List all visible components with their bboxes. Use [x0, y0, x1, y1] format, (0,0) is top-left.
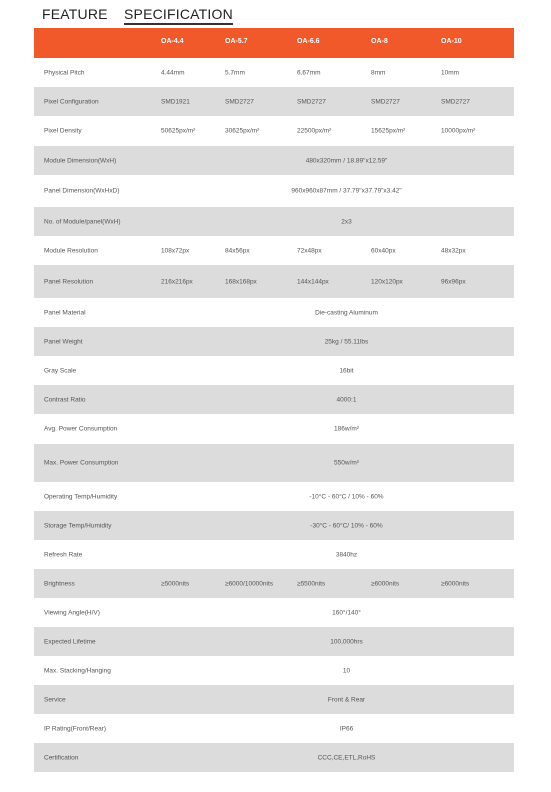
table-row — [34, 236, 514, 265]
row-label: Certification — [44, 754, 79, 761]
row-value: -10°C - 60°C / 10% - 60% — [309, 493, 384, 500]
header-oa-5-7: OA-5.7 — [225, 38, 248, 45]
table-row — [34, 265, 514, 298]
row-cell: 10mm — [441, 69, 460, 76]
row-label: Panel Weight — [44, 338, 83, 345]
row-cell: 168x168px — [225, 278, 257, 285]
tab-specification[interactable]: SPECIFICATION — [124, 6, 233, 25]
table-row — [34, 685, 514, 714]
row-label: Physical Pitch — [44, 69, 85, 76]
row-label: Service — [44, 696, 66, 703]
row-label: Panel Material — [44, 309, 86, 316]
row-label: Brightness — [44, 580, 75, 587]
header-oa-4-4: OA-4.4 — [161, 38, 184, 45]
row-label: Pixel Configuration — [44, 98, 99, 105]
row-value: 100,000hrs — [330, 638, 363, 645]
row-label: Max. Stacking/Hanging — [44, 667, 111, 674]
row-value: 3840hz — [335, 551, 358, 558]
table-row — [34, 58, 514, 87]
row-cell: 84x56px — [225, 247, 250, 254]
row-value: 16bit — [339, 367, 354, 374]
row-value: 480x320mm / 18.89"x12.59" — [305, 157, 388, 164]
table-row — [34, 298, 514, 327]
row-label: Panel Resolution — [44, 278, 94, 285]
table-row — [34, 743, 514, 772]
row-value: 4000:1 — [336, 396, 357, 403]
header-oa-10: OA-10 — [441, 38, 462, 45]
table-row — [34, 356, 514, 385]
row-label: Refresh Rate — [44, 551, 83, 558]
table-row — [34, 327, 514, 356]
row-value: 10 — [342, 667, 351, 674]
row-cell: 96x96px — [441, 278, 466, 285]
row-cell: 108x72px — [161, 247, 190, 254]
table-row — [34, 598, 514, 627]
row-cell: 8mm — [371, 69, 386, 76]
row-cell: SMD2727 — [225, 98, 254, 105]
row-cell: ≥5000nits — [161, 580, 190, 587]
table-row — [34, 627, 514, 656]
row-value: 25kg / 55.11lbs — [324, 338, 369, 345]
table-row — [34, 569, 514, 598]
row-label: Module Resolution — [44, 247, 98, 254]
row-cell: 5.7mm — [225, 69, 245, 76]
row-label: Panel Dimension(WxHxD) — [44, 187, 120, 195]
row-label: Pixel Density — [44, 127, 82, 135]
row-label: Viewing Angle(H/V) — [44, 609, 100, 616]
table-row — [34, 511, 514, 540]
table-row — [34, 714, 514, 743]
table-row — [34, 482, 514, 511]
row-label: Max. Power Consumption — [44, 459, 119, 467]
table-row — [34, 540, 514, 569]
row-value: Die-casting Aluminum — [315, 309, 378, 316]
spec-table — [34, 28, 514, 772]
table-body — [34, 58, 514, 772]
row-cell: SMD2727 — [371, 98, 400, 105]
row-value: 960x960x87mm / 37.79"x37.79"x3.42" — [291, 187, 402, 195]
header-oa-8: OA-8 — [371, 38, 388, 45]
row-value: IP66 — [339, 725, 354, 732]
row-value: Front & Rear — [327, 696, 366, 703]
header-oa-6-6: OA-6.6 — [297, 38, 320, 45]
row-cell: 144x144px — [297, 278, 329, 285]
row-cell: 48x32px — [441, 247, 466, 254]
row-label: Contrast Ratio — [44, 396, 86, 403]
row-cell: SMD1921 — [161, 98, 190, 105]
table-row — [34, 444, 514, 482]
row-label: Storage Temp/Humidity — [44, 522, 112, 529]
row-cell: 6.67mm — [297, 69, 321, 76]
table-row — [34, 207, 514, 236]
row-cell: 60x40px — [371, 247, 396, 254]
row-cell: ≥6000/10000nits — [225, 580, 274, 587]
row-cell: 50625px/m² — [161, 127, 196, 135]
table-row — [34, 87, 514, 116]
tab-feature[interactable]: FEATURE — [42, 6, 108, 22]
row-cell: 10000px/m² — [441, 127, 476, 135]
table-row — [34, 385, 514, 414]
table-row — [34, 414, 514, 444]
row-cell: SMD2727 — [297, 98, 326, 105]
row-cell: 22500px/m² — [297, 127, 332, 135]
table-header — [34, 28, 514, 58]
row-cell: 216x216px — [161, 278, 193, 285]
tab-bar — [0, 0, 551, 28]
row-label: IP Rating(Front/Rear) — [44, 725, 107, 732]
row-value: 160°/140° — [332, 609, 361, 616]
row-label: Module Dimension(WxH) — [44, 157, 117, 164]
row-label: No. of Module/panel(WxH) — [44, 218, 121, 225]
table-row — [34, 175, 514, 207]
row-value: CCC,CE,ETL,RoHS — [317, 754, 376, 761]
table-row — [34, 656, 514, 685]
row-cell: 72x48px — [297, 247, 322, 254]
row-cell: ≥6000nits — [371, 580, 400, 587]
row-cell: SMD2727 — [441, 98, 470, 105]
row-value: 2x3 — [341, 218, 352, 225]
row-cell: ≥6000nits — [441, 580, 470, 587]
table-row — [34, 116, 514, 146]
row-value: 186w/m² — [334, 425, 359, 433]
table-row — [34, 146, 514, 175]
row-label: Operating Temp/Humidity — [44, 493, 118, 500]
row-cell: 4.44mm — [161, 69, 185, 76]
row-label: Expected Lifetime — [44, 638, 96, 645]
row-cell: ≥5500nits — [297, 580, 326, 587]
row-value: 550w/m² — [334, 459, 359, 467]
row-label: Avg. Power Consumption — [44, 425, 118, 433]
row-cell: 15625px/m² — [371, 127, 406, 135]
row-value: -30°C - 60°C/ 10% - 60% — [310, 522, 383, 529]
row-cell: 30625px/m² — [225, 127, 260, 135]
row-label: Gray Scale — [44, 367, 77, 374]
row-cell: 120x120px — [371, 278, 403, 285]
